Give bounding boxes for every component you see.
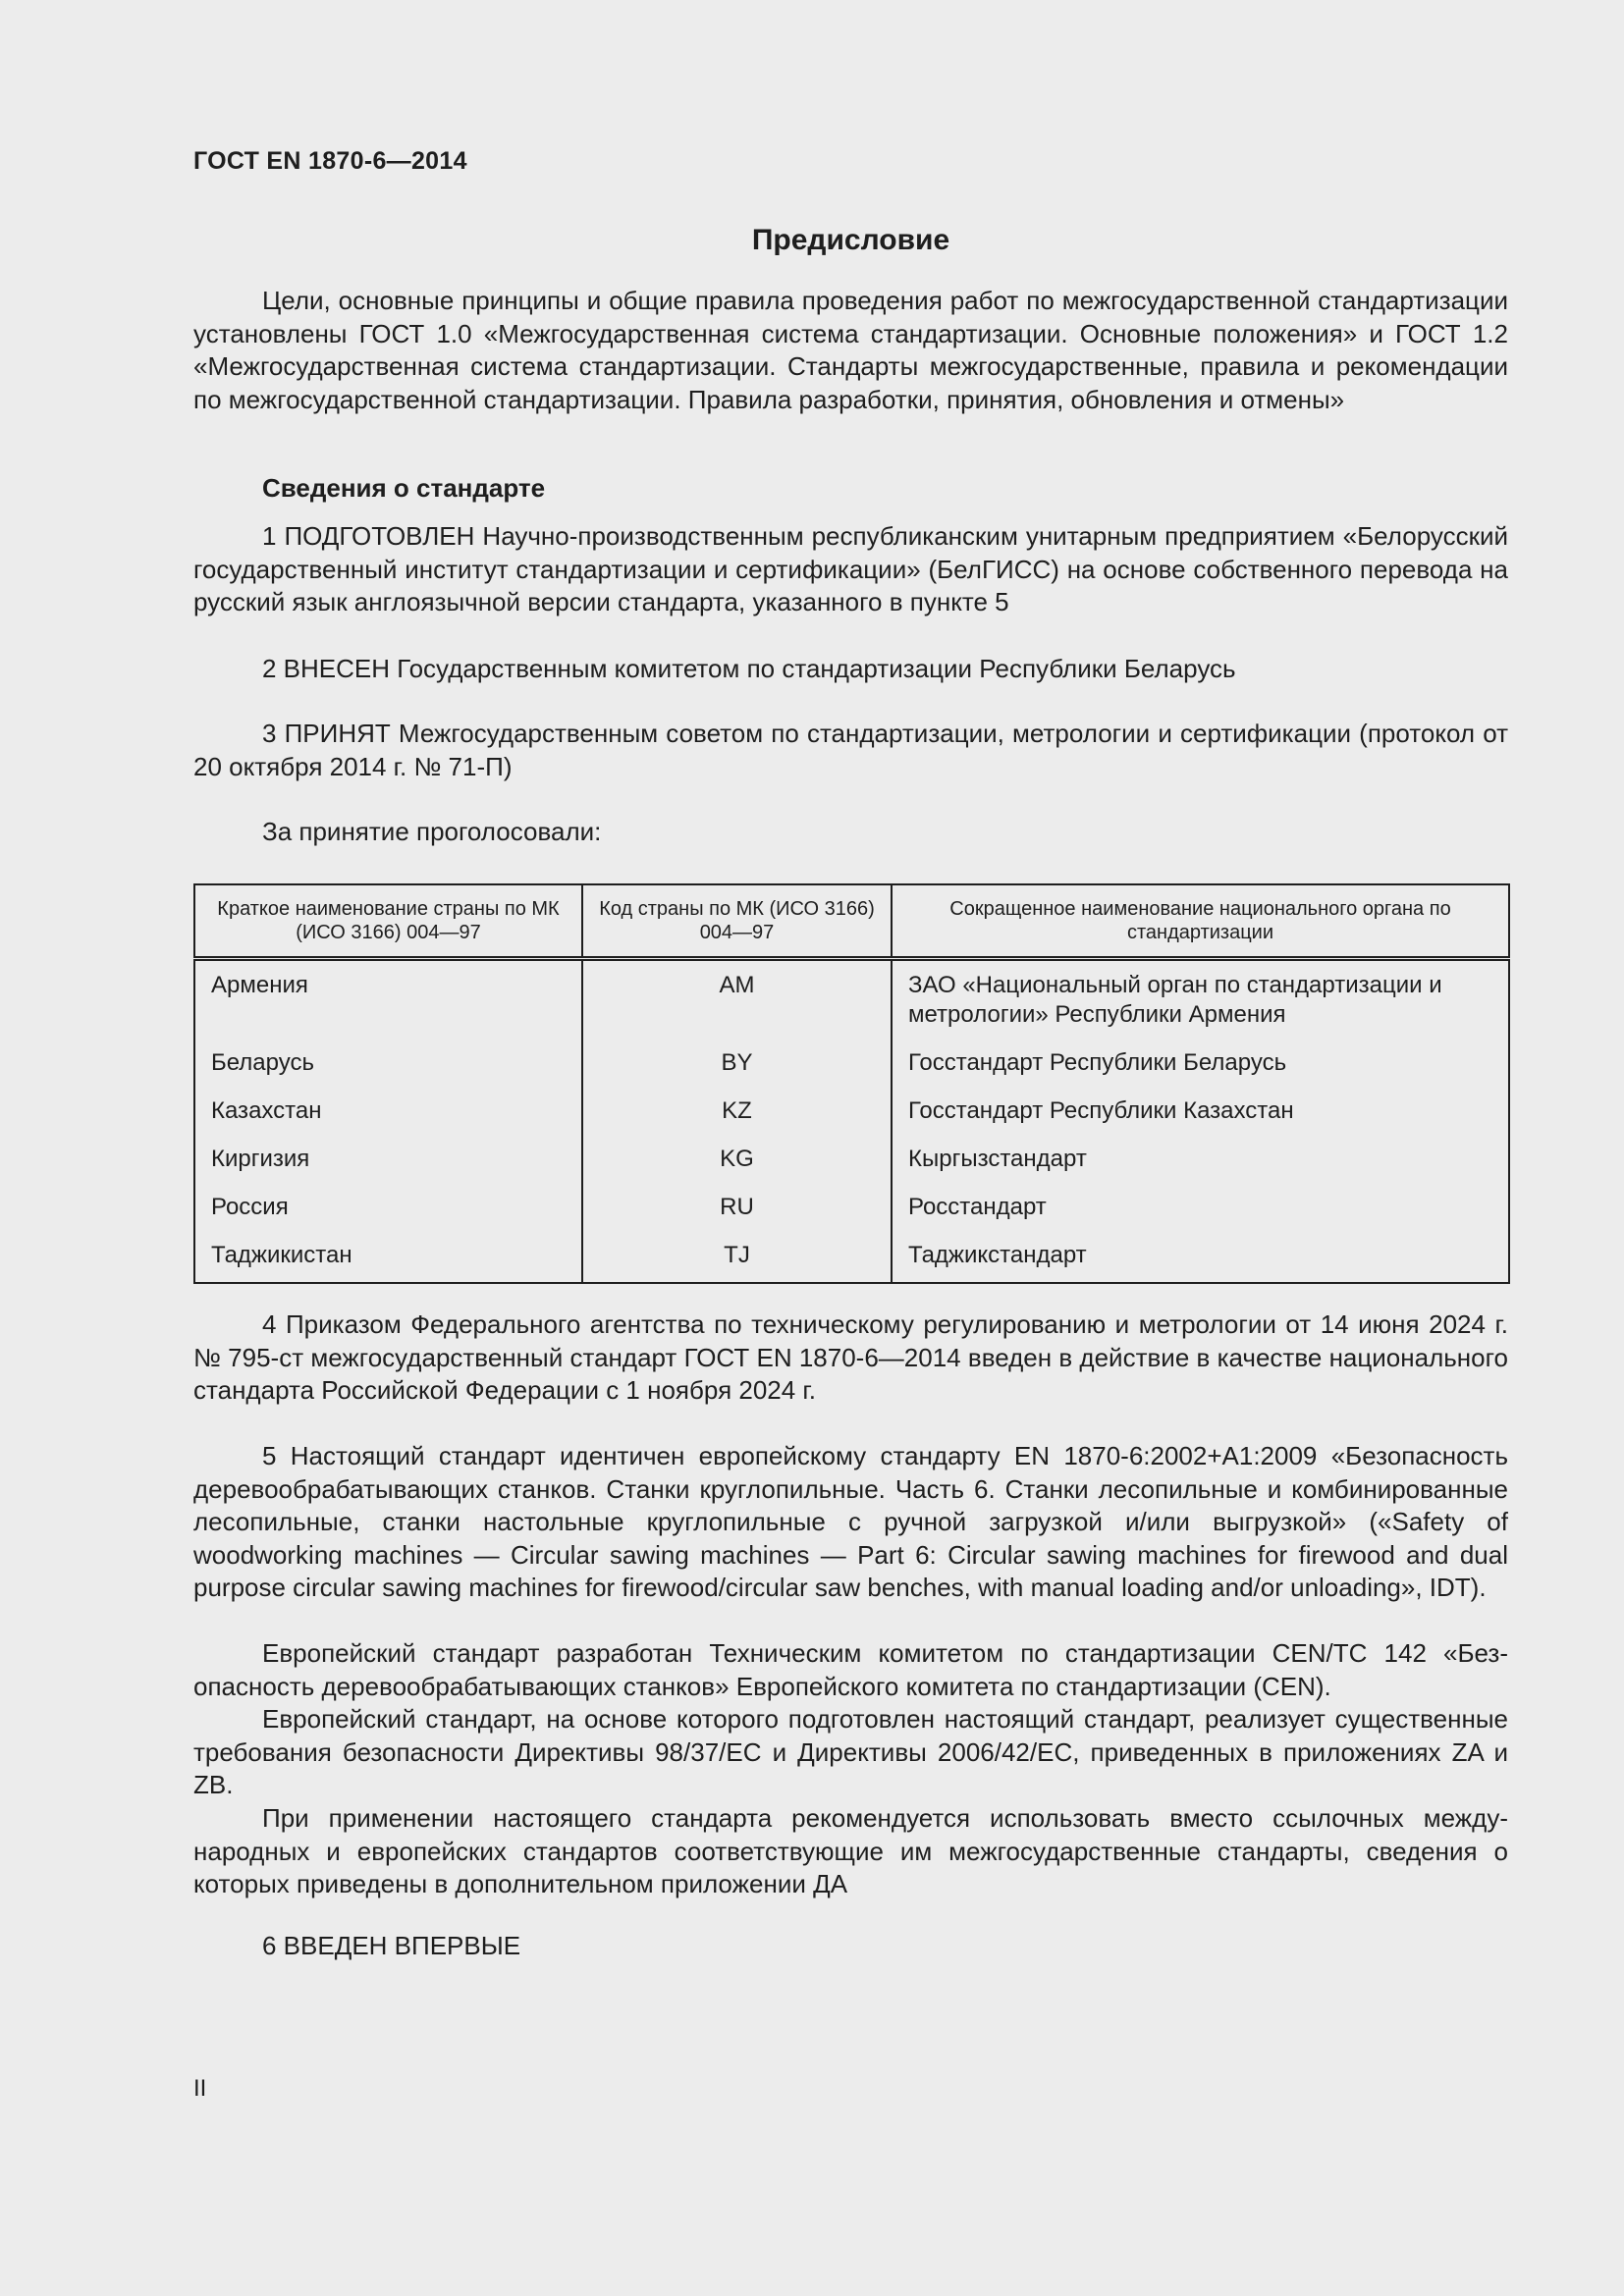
item-5-directives: Европейский стандарт, на основе которого подготовлен настоящий стандарт, реализует существенные требования безопасности Директивы 98/37/EC и Директивы 2006/42/EC, приведенных в приложениях ZA и ZB.: [193, 1704, 1508, 1799]
item-1-prepared: 1 ПОДГОТОВЛЕН Научно-производственным республиканским унитарным предприятием «Белорусский государственный институт стандартизации и сертификации» (БелГИСС) на основе собственного перевода на русский язык англоязычной версии стандарта, указанного в пункте 5: [193, 521, 1508, 616]
cell-country: Казахстан: [194, 1090, 582, 1138]
item-5-tc: Европейский стандарт разработан Техническим комитетом по стандартизации CEN/TC 142 «Безопасность деревообрабатывающих станков» Европейского комитета по стандартизации (CEN).: [193, 1638, 1508, 1701]
cell-country: Беларусь: [194, 1041, 582, 1090]
document-header: ГОСТ EN 1870-6—2014: [193, 147, 467, 175]
page-title: Предисловие: [751, 224, 950, 256]
item-2-introduced: 2 ВНЕСЕН Государственным комитетом по стандартизации Республики Беларусь: [262, 654, 1236, 683]
table-row: [194, 1186, 1509, 1234]
table-header-row: [194, 884, 1509, 959]
cell-code: KG: [582, 1138, 892, 1186]
item-5-references: При применении настоящего стандарта рекомендуется использовать вместо ссылочных международных и европейских стандартов соответствующие им межгосударственные стандарты, сведения о которых приведены в дополнительном приложении ДА: [193, 1803, 1508, 1898]
item-3-adopted: 3 ПРИНЯТ Межгосударственным советом по стандартизации, метрологии и сертификации (протокол от 20 октября 2014 г. № 71-П): [193, 719, 1508, 781]
voted-label: За принятие проголосовали:: [262, 817, 602, 846]
item-6-first-introduced: 6 ВВЕДЕН ВПЕРВЫЕ: [262, 1931, 521, 1960]
cell-country: Киргизия: [194, 1138, 582, 1186]
cell-country: Таджикистан: [194, 1234, 582, 1283]
cell-body: Госстандарт Республики Беларусь: [892, 1041, 1509, 1090]
cell-code: AM: [582, 959, 892, 1042]
cell-code: KZ: [582, 1090, 892, 1138]
cell-code: RU: [582, 1186, 892, 1234]
item-4-order: 4 Приказом Федерального агентства по техническому регулированию и метрологии от 14 июня 2024 г. № 795-ст межгосударственный стандарт ГОСТ EN 1870-6—2014 введен в действие в качестве национального стандарта Российской Федерации с 1 ноября 2024 г.: [193, 1309, 1508, 1405]
header-body: Сокращенное наименование национального органа по стандартизации: [892, 884, 1509, 959]
cell-code: TJ: [582, 1234, 892, 1283]
table-row: [194, 1138, 1509, 1186]
voting-countries-table: [193, 883, 1510, 1284]
cell-body: Госстандарт Республики Казахстан: [892, 1090, 1509, 1138]
intro-paragraph: Цели, основные принципы и общие правила проведения работ по межгосударственной стандартизации установлены ГОСТ 1.0 «Межгосударственная система стандартизации. Основные положения» и ГОСТ 1.2 «Межгосударственная система стандартизации. Стандарты межгосударственные, правила и рекомендации по межгосударственной стандартизации. Правила разработки, принятия, обновления и отмены»: [193, 286, 1508, 414]
table-row: [194, 959, 1509, 1042]
cell-body: Росстандарт: [892, 1186, 1509, 1234]
cell-country: Россия: [194, 1186, 582, 1234]
header-country: Краткое наименование страны по МК (ИСО 3166) 004—97: [194, 884, 582, 959]
page-number: II: [193, 2075, 207, 2102]
cell-body: Кыргызстандарт: [892, 1138, 1509, 1186]
cell-country: Армения: [194, 959, 582, 1042]
cell-code: BY: [582, 1041, 892, 1090]
table-row: [194, 1041, 1509, 1090]
table-row: [194, 1090, 1509, 1138]
header-code: Код страны по МК (ИСО 3166) 004—97: [582, 884, 892, 959]
cell-body: ЗАО «Национальный орган по стандартизации и метрологии» Республики Армения: [892, 959, 1509, 1042]
table-row: [194, 1234, 1509, 1283]
cell-body: Таджикстандарт: [892, 1234, 1509, 1283]
section-subheading: Сведения о стандарте: [262, 473, 546, 503]
item-5-identical: 5 Настоящий стандарт идентичен европейскому стандарту EN 1870-6:2002+A1:2009 «Безопасность деревообрабатывающих станков. Станки круглопильные. Часть 6. Станки лесопильные и комбинированные лесопильные, станки настольные круглопильные с ручной загрузкой и/или выгрузкой» («Safety of woodworking machines — Circular sawing machines — Part 6: Circular sawing machines for firewood and dual purpose circular sawing machines for firewood/circular saw benches, with manual loading and/or unloading», IDT).: [193, 1441, 1508, 1602]
